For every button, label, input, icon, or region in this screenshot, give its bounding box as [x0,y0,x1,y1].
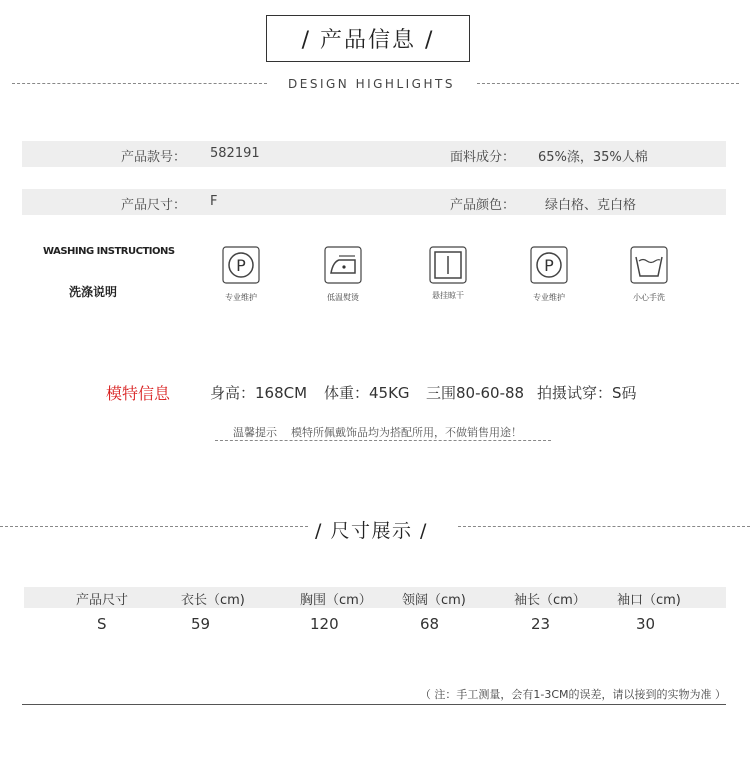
iron-low-icon [324,246,362,284]
model-weight: 体重：45KG [324,384,410,402]
wash-label-1: 专业维护 [225,293,257,302]
size-cell: S [97,615,107,633]
color-label: 产品颜色： [450,198,516,213]
product-size-label: 产品尺寸： [121,198,187,213]
fabric-label: 面料成分： [450,150,516,165]
page-subtitle: DESIGN HIGHLIGHTS [288,77,455,91]
model-fitting-size: 拍摄试穿：S码 [537,384,637,402]
wash-label-5: 小心手洗 [633,293,665,302]
color-value: 绿白格、克白格 [545,198,637,213]
model-height: 身高：168CM [210,384,308,402]
size-col-header: 袖长（cm） [514,593,586,608]
size-divider-left [0,526,308,527]
wash-label-4: 专业维护 [533,293,565,302]
bottom-divider [22,704,726,705]
size-section-title: / 尺寸展示 / [315,520,428,542]
size-cell: 59 [191,615,211,633]
wash-label-2: 低温熨烫 [327,293,359,302]
model-notice: 温馨提示 模特所佩戴饰品均为搭配所用，不做销售用途！ [233,426,522,439]
page-title: / 产品信息 / [266,15,470,62]
hand-wash-icon [630,246,668,284]
size-col-header: 产品尺寸 [76,593,129,608]
size-col-header: 胸围（cm） [300,593,372,608]
size-divider-right [458,526,750,527]
measurement-footnote: （ 注：手工测量，会有1-3CM的误差，请以接到的实物为准 ） [419,688,726,701]
p-circle-icon [530,246,568,284]
title-divider-left [12,83,267,84]
size-cell: 120 [310,615,339,633]
size-col-header: 领阔（cm) [402,593,466,608]
title-divider-right [477,83,739,84]
product-size-value: F [210,194,218,209]
model-measurements: 三围80-60-88 [426,384,525,402]
size-cell: 23 [531,615,551,633]
svg-text:P: P [236,256,246,275]
size-cell: 30 [636,615,656,633]
product-code-value: 582191 [210,146,260,161]
model-info-label: 模特信息 [106,384,171,403]
wash-label-3: 悬挂晾干 [432,291,464,300]
p-circle-icon [222,246,260,284]
washing-title-en: WASHING INSTRUCTIONS [43,246,175,257]
size-col-header: 袖口（cm) [617,593,681,608]
size-cell: 68 [420,615,440,633]
svg-text:P: P [544,256,554,275]
notice-underline [215,440,551,441]
fabric-value: 65%涤，35%人棉 [538,150,648,165]
product-code-label: 产品款号： [121,150,187,165]
washing-title-cn: 洗涤说明 [69,285,118,299]
hang-dry-icon [429,246,467,284]
size-col-header: 衣长（cm) [181,593,245,608]
